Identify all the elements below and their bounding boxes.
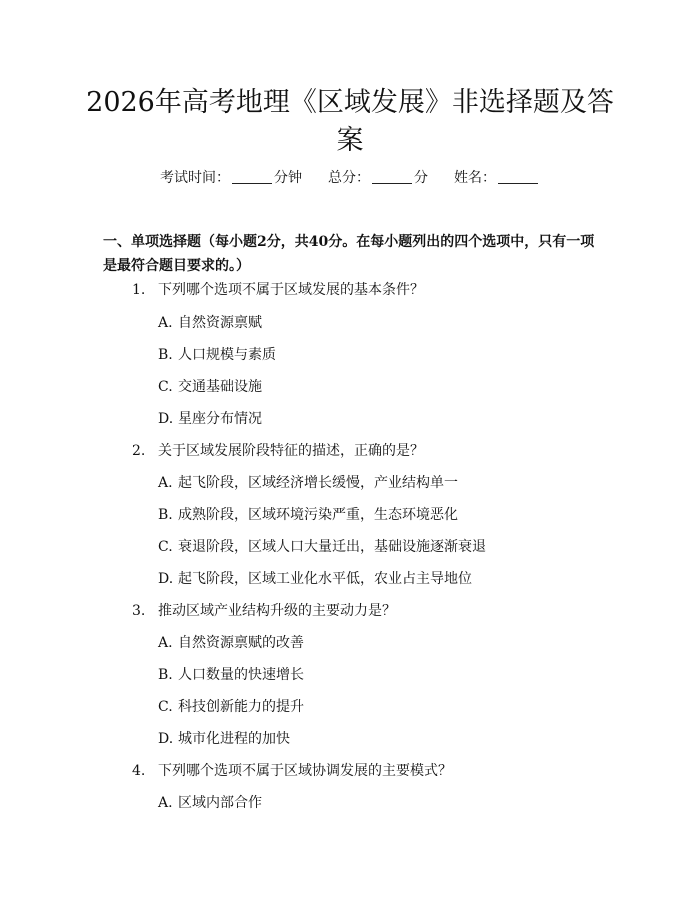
option-letter: C.	[158, 379, 173, 395]
page-title: 2026年高考地理《区域发展》非选择题及答案	[86, 87, 614, 156]
question-text: 下列哪个选项不属于区域协调发展的主要模式？	[158, 763, 452, 779]
option-text: 城市化进程的加快	[178, 731, 290, 747]
section-heading: 一、单项选择题（每小题2分，共40分。在每小题列出的四个选项中，只有一项是最符合题目要求的。）	[103, 234, 595, 274]
option-letter: B.	[158, 507, 173, 523]
exam-meta	[0, 168, 700, 188]
option-letter: C.	[158, 699, 173, 715]
question-4	[132, 761, 452, 781]
option-letter: A.	[158, 635, 173, 651]
option-text: 人口规模与素质	[178, 347, 276, 363]
question-text: 关于区域发展阶段特征的描述，正确的是？	[158, 443, 424, 459]
option-letter: D.	[158, 731, 174, 747]
option-text: 衰退阶段，区域人口大量迁出，基础设施逐渐衰退	[178, 539, 486, 555]
question-number: 4.	[132, 763, 146, 779]
option-3d	[158, 729, 290, 749]
score-blank	[372, 169, 412, 184]
name-blank	[498, 169, 538, 184]
option-letter: A.	[158, 795, 173, 811]
option-1c	[158, 377, 262, 397]
option-3b	[158, 665, 304, 685]
option-1a	[158, 313, 262, 333]
question-1	[132, 280, 424, 300]
question-number: 1.	[132, 282, 146, 298]
option-text: 科技创新能力的提升	[178, 699, 304, 715]
option-letter: B.	[158, 347, 173, 363]
option-letter: D.	[158, 571, 174, 587]
question-number: 2.	[132, 443, 146, 459]
option-2a	[158, 473, 458, 493]
time-blank	[232, 169, 272, 184]
option-text: 区域内部合作	[178, 795, 262, 811]
question-2	[132, 441, 424, 461]
option-text: 成熟阶段，区域环境污染严重，生态环境恶化	[178, 507, 458, 523]
time-label: 考试时间：	[160, 170, 230, 186]
option-text: 星座分布情况	[178, 411, 262, 427]
option-letter: A.	[158, 315, 173, 331]
option-2d	[158, 569, 472, 589]
question-text: 下列哪个选项不属于区域发展的基本条件？	[158, 282, 424, 298]
option-letter: C.	[158, 539, 173, 555]
question-3	[132, 601, 396, 621]
option-3a	[158, 633, 304, 653]
question-number: 3.	[132, 603, 146, 619]
option-text: 交通基础设施	[178, 379, 262, 395]
option-letter: A.	[158, 475, 173, 491]
question-text: 推动区域产业结构升级的主要动力是？	[158, 603, 396, 619]
option-text: 起飞阶段，区域经济增长缓慢，产业结构单一	[178, 475, 458, 491]
option-2c	[158, 537, 486, 557]
option-1d	[158, 409, 262, 429]
option-letter: D.	[158, 411, 174, 427]
option-4a	[158, 793, 262, 813]
name-label: 姓名：	[454, 170, 496, 186]
score-unit: 分	[414, 170, 428, 186]
option-1b	[158, 345, 276, 365]
option-text: 自然资源禀赋的改善	[178, 635, 304, 651]
option-2b	[158, 505, 458, 525]
option-3c	[158, 697, 304, 717]
option-text: 人口数量的快速增长	[178, 667, 304, 683]
option-letter: B.	[158, 667, 173, 683]
option-text: 自然资源禀赋	[178, 315, 262, 331]
option-text: 起飞阶段，区域工业化水平低，农业占主导地位	[178, 571, 472, 587]
time-unit: 分钟	[274, 170, 302, 186]
score-label: 总分：	[328, 170, 370, 186]
